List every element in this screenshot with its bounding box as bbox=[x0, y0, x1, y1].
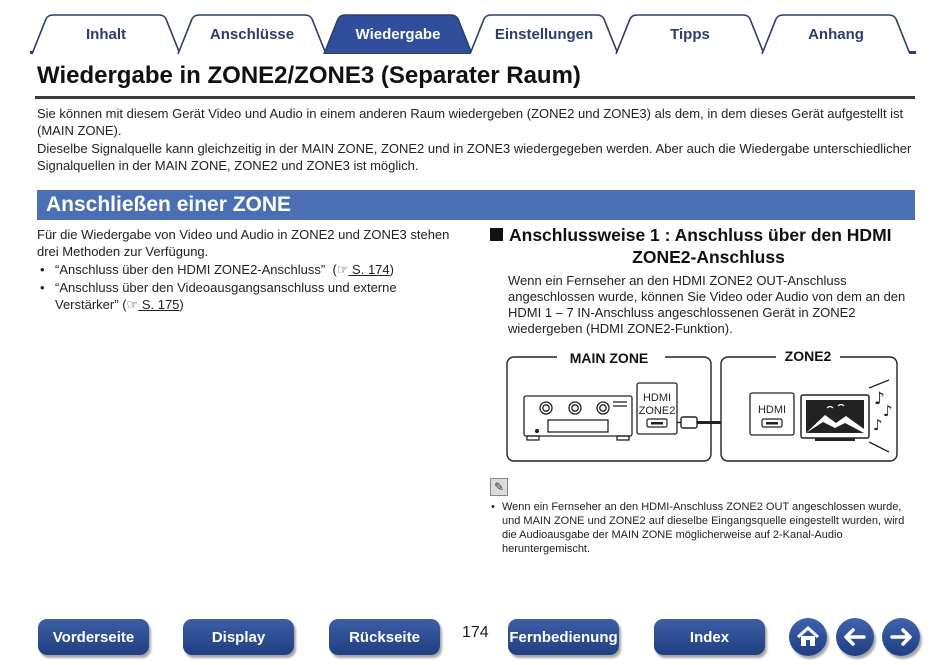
port-out-line1: HDMI bbox=[642, 392, 672, 404]
remote-control-button[interactable]: Fernbedienung bbox=[508, 619, 619, 655]
page-reference bbox=[332, 262, 394, 277]
ref-open: ( bbox=[122, 297, 127, 312]
tab-tipps[interactable]: Tipps bbox=[614, 14, 766, 54]
page-link-174[interactable]: S. 174 bbox=[348, 262, 390, 277]
ref-close: ) bbox=[389, 262, 394, 277]
methods-overview bbox=[37, 226, 457, 314]
ref-open: ( bbox=[332, 262, 337, 277]
method-description: Wenn ein Fernseher an den HDMI ZONE2 OUT-Anschluss angeschlossen wurde, können Sie Video oder Audio von dem an den HDMI 1 – 7 IN-Anschluss angeschlossenen Gerät in ZONE2 wiedergeben (HDMI ZONE2-Funktion). bbox=[508, 273, 906, 336]
home-icon bbox=[789, 618, 827, 656]
methods-intro: Für die Wiedergabe von Video und Audio in ZONE2 und ZONE3 stehen drei Methoden zur Verfügung. bbox=[37, 227, 450, 259]
note-list bbox=[490, 500, 915, 556]
tab-bar bbox=[30, 14, 916, 54]
method-name: “Anschluss über den Videoausgangsanschluss und externe Verstärker” bbox=[55, 280, 397, 312]
hdmi-in-port bbox=[750, 393, 794, 435]
rear-panel-button[interactable]: Rückseite bbox=[329, 619, 440, 655]
arrow-left-icon bbox=[836, 618, 874, 656]
title-divider bbox=[35, 96, 915, 99]
page-number: 174 bbox=[462, 624, 489, 641]
hdmi-zone2-port bbox=[637, 383, 677, 434]
methods-list bbox=[37, 261, 457, 313]
intro-paragraph: Dieselbe Signalquelle kann gleichzeitig in der MAIN ZONE, ZONE2 und in ZONE3 wiedergegeben werden. Aber auch die Wiedergabe unterschiedlicher Signalquellen in der MAIN ZONE, ZONE2 und ZONE3 ist möglich. bbox=[37, 141, 912, 173]
tab-inhalt[interactable]: Inhalt bbox=[30, 14, 182, 54]
ref-close: ) bbox=[179, 297, 184, 312]
pointing-hand-icon: ☞ bbox=[126, 297, 139, 312]
tab-einstellungen[interactable]: Einstellungen bbox=[468, 14, 620, 54]
pencil-icon: ✎ bbox=[490, 478, 508, 496]
list-item bbox=[37, 279, 457, 313]
svg-text:♪: ♪ bbox=[874, 389, 885, 409]
page-link-175[interactable]: S. 175 bbox=[138, 297, 180, 312]
back-button[interactable] bbox=[836, 618, 874, 656]
intro-text bbox=[37, 105, 915, 175]
display-button[interactable]: Display bbox=[183, 619, 294, 655]
section-heading: Anschließen einer ZONE bbox=[37, 190, 915, 220]
connection-diagram bbox=[505, 344, 905, 466]
svg-text:♪: ♪ bbox=[883, 402, 893, 420]
list-item bbox=[37, 261, 457, 278]
tv-icon bbox=[801, 395, 869, 441]
zone2-label: ZONE2 bbox=[784, 348, 832, 364]
home-button[interactable] bbox=[789, 618, 827, 656]
front-panel-button[interactable]: Vorderseite bbox=[38, 619, 149, 655]
tab-anschluesse[interactable]: Anschlüsse bbox=[176, 14, 328, 54]
index-button[interactable]: Index bbox=[654, 619, 765, 655]
page-title: Wiedergabe in ZONE2/ZONE3 (Separater Raum) bbox=[37, 62, 581, 89]
note-text: • Wenn ein Fernseher an den HDMI-Anschluss ZONE2 OUT angeschlossen wurde, und MAIN ZONE und ZONE2 auf dieselbe Eingangsquelle eingestellt wurden, wird die Audioausgabe der MAIN ZONE möglicherweise auf 2-Kanal-Audio heruntergemischt. bbox=[490, 500, 915, 556]
port-out-line2: ZONE2 bbox=[638, 405, 676, 417]
forward-button[interactable] bbox=[882, 618, 920, 656]
tab-anhang[interactable]: Anhang bbox=[760, 14, 912, 54]
method-heading bbox=[490, 224, 915, 268]
method-heading-line1: Anschlussweise 1 : Anschluss über den HDMI bbox=[509, 225, 892, 245]
page-reference bbox=[122, 297, 184, 312]
tab-wiedergabe[interactable]: Wiedergabe bbox=[322, 14, 474, 54]
square-bullet-icon bbox=[490, 228, 503, 241]
main-zone-label: MAIN ZONE bbox=[569, 350, 649, 366]
intro-paragraph: Sie können mit diesem Gerät Video und Audio in einem anderen Raum wiedergeben (ZONE2 und ZONE3) als dem, in dem dieses Gerät aufgestellt ist (MAIN ZONE). bbox=[37, 106, 904, 138]
method-name: “Anschluss über den HDMI ZONE2-Anschluss” bbox=[55, 262, 326, 277]
port-in-label: HDMI bbox=[757, 404, 787, 416]
pointing-hand-icon: ☞ bbox=[336, 262, 349, 277]
svg-text:♪: ♪ bbox=[873, 416, 883, 434]
method-heading-line2: ZONE2-Anschluss bbox=[632, 247, 785, 267]
arrow-right-icon bbox=[882, 618, 920, 656]
